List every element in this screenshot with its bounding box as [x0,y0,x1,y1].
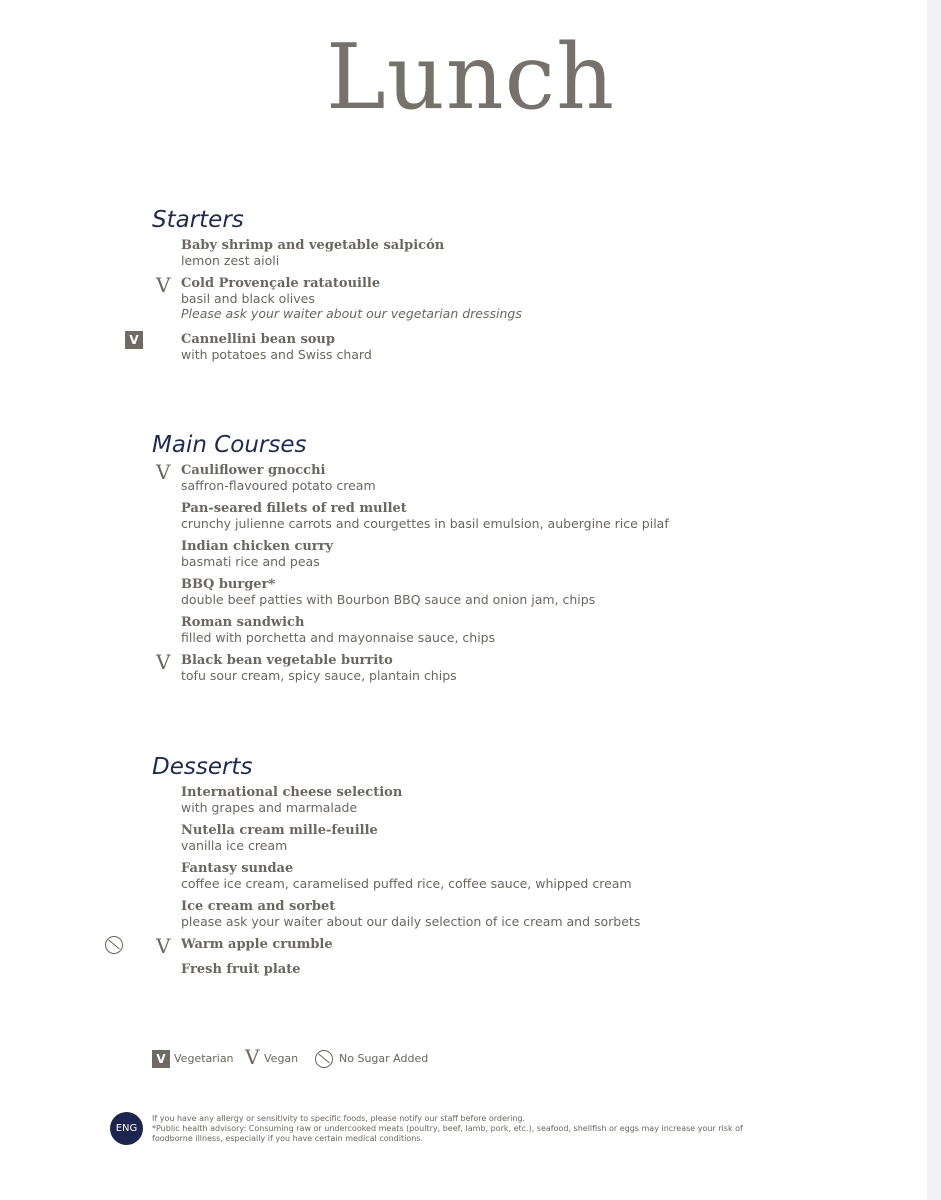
footer-notices [152,1114,762,1144]
allergy-notice: If you have any allergy or sensitivity to specific foods, please notify our staff before ordering. [152,1114,526,1123]
item-description: basil and black olives [181,291,315,306]
item-description: vanilla ice cream [181,838,288,853]
section-heading-starters: Starters [152,207,244,233]
item-description: coffee ice cream, caramelised puffed rice, coffee sauce, whipped cream [181,876,632,891]
legend-no-sugar-label: No Sugar Added [339,1052,429,1065]
vegetarian-icon: V [125,331,143,349]
main-courses-section [152,431,792,683]
item-name: Indian chicken curry [181,539,334,554]
item-description: please ask your waiter about our daily selection of ice cream and sorbets [181,914,641,929]
item-description: with potatoes and Swiss chard [181,347,372,362]
page-edge [927,0,941,1200]
section-heading-desserts: Desserts [152,754,253,780]
vegan-icon: V [156,460,171,484]
vegan-icon: V [156,650,171,674]
item-name: International cheese selection [181,785,403,800]
item-description: crunchy julienne carrots and courgettes in basil emulsion, aubergine rice pilaf [181,516,669,531]
item-name: Baby shrimp and vegetable salpicón [181,238,445,253]
menu-item [152,861,792,891]
menu-item [152,962,792,977]
item-name: BBQ burger* [181,577,276,592]
item-name: Fantasy sundae [181,861,294,876]
item-name: Warm apple crumble [181,937,333,952]
item-description: tofu sour cream, spicy sauce, plantain chips [181,668,457,683]
item-name: Roman sandwich [181,615,305,630]
no-sugar-icon [105,936,123,954]
item-name: Pan-seared fillets of red mullet [181,501,407,516]
item-name: Ice cream and sorbet [181,899,336,914]
legend-vegetarian-label: Vegetarian [174,1052,234,1065]
menu-item [152,899,792,929]
page-title: Lunch [325,25,616,130]
vegan-icon: V [156,273,171,297]
item-description: with grapes and marmalade [181,800,358,815]
vegetarian-icon: V [152,1050,170,1068]
item-description: lemon zest aioli [181,253,280,268]
section-heading-main-courses: Main Courses [152,432,307,458]
legend-vegan-label: Vegan [264,1052,299,1065]
item-name: Black bean vegetable burrito [181,653,393,668]
menu-item [152,823,792,853]
menu-item [152,460,792,493]
item-name: Fresh fruit plate [181,962,301,977]
starters-section [129,206,792,362]
item-name: Cauliflower gnocchi [181,463,326,478]
item-description: basmati rice and peas [181,554,320,569]
language-badge[interactable]: ENG [110,1112,143,1145]
item-note: Please ask your waiter about our vegetarian dressings [181,306,522,321]
menu-item [152,934,792,958]
item-description: filled with porchetta and mayonnaise sauce, chips [181,630,496,645]
no-sugar-icon [315,1050,333,1068]
item-description: double beef patties with Bourbon BBQ sauce and onion jam, chips [181,592,596,607]
item-description: saffron-flavoured potato cream [181,478,376,493]
menu-item [152,615,792,645]
menu-item [152,539,792,569]
vegan-icon: V [245,1045,260,1069]
menu-item [152,501,792,531]
menu-item [152,238,792,268]
health-advisory: *Public health advisory: Consuming raw or undercooked meats (poultry, beef, lamb, pork, etc.), seafood, shellfish or eggs may increase your risk of foodborne illness, especially if you have certain medical conditions. [152,1124,743,1143]
item-name: Cannellini bean soup [181,332,335,347]
item-name: Cold Provençale ratatouille [181,276,381,291]
item-name: Nutella cream mille-feuille [181,823,378,838]
menu-item [152,273,792,321]
menu-item [152,650,792,683]
menu-item [152,577,792,607]
desserts-section [152,753,792,977]
menu-item [129,332,792,362]
menu-item [152,785,792,815]
vegan-icon: V [156,934,171,958]
